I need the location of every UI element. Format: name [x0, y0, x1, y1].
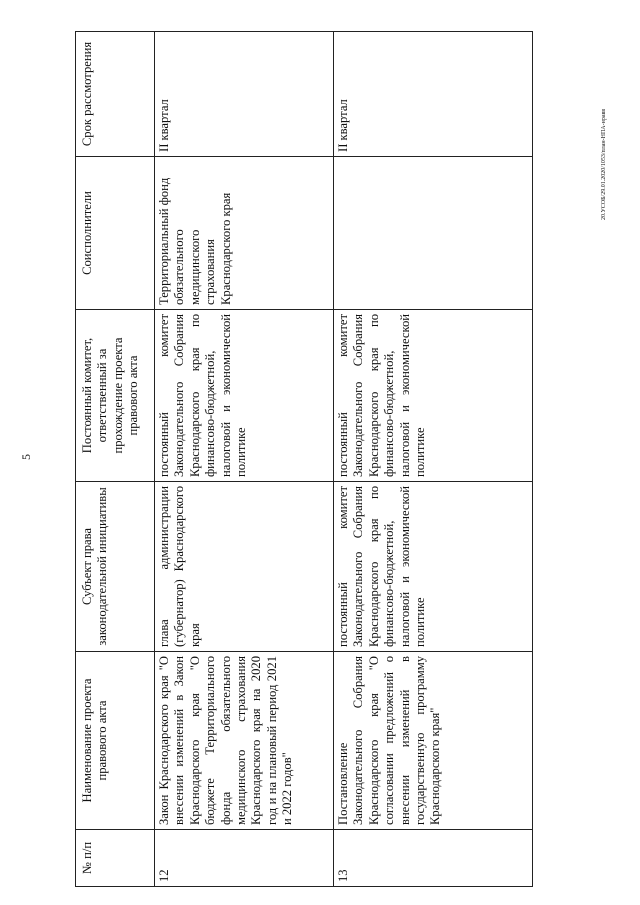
- document-identifier: 20.УСОБ/29.01.2020/1053/план-НПА-нравв: [601, 108, 607, 220]
- page-number: 5: [19, 454, 33, 460]
- table-header-row: [76, 32, 155, 887]
- header-act-name: Наименование проекта правового акта: [76, 652, 155, 830]
- review-term: II квартал: [155, 32, 334, 157]
- header-initiative-subject: Субъект права законодательной инициативы: [76, 482, 155, 652]
- header-coexecutors: Соисполнители: [76, 157, 155, 310]
- table-row: [155, 32, 334, 887]
- header-responsible-committee: Постоянный комитет, ответственный за прохождение проекта правового акта: [76, 310, 155, 482]
- header-number: № п/п: [76, 830, 155, 887]
- initiative-subject: глава администрации (губернатор) Краснодарского края: [155, 482, 334, 652]
- header-review-term: Срок рассмотрения: [76, 32, 155, 157]
- act-name: Закон Краснодарского края "О внесении изменений в Закон Краснодарского края "О бюджете Территориального фонда обязательного медицинского страхования Краснодарского края на 2020 год и на плановый период 2021 и 2022 годов": [155, 652, 334, 830]
- initiative-subject: постоянный комитет Законодательного Собрания Краснодарского края по финансово-бюджетной, налоговой и экономической политике: [334, 482, 533, 652]
- coexecutors: Территориальный фонд обязательного медицинского страхования Краснодарского края: [155, 157, 334, 310]
- review-term: II квартал: [334, 32, 533, 157]
- responsible-committee: постоянный комитет Законодательного Собрания Краснодарского края по финансово-бюджетной, налоговой и экономической политике: [155, 310, 334, 482]
- responsible-committee: постоянный комитет Законодательного Собрания Краснодарского края по финансово-бюджетной, налоговой и экономической политике: [334, 310, 533, 482]
- act-name: Постановление Законодательного Собрания Краснодарского края "О согласовании предложений о внесении изменений в государственную программу Краснодарского края": [334, 652, 533, 830]
- legislative-plan-table: [75, 31, 533, 887]
- table-row: [334, 32, 533, 887]
- coexecutors: [334, 157, 533, 310]
- rotated-table-container: [75, 32, 532, 887]
- row-number: 13: [334, 830, 533, 887]
- row-number: 12: [155, 830, 334, 887]
